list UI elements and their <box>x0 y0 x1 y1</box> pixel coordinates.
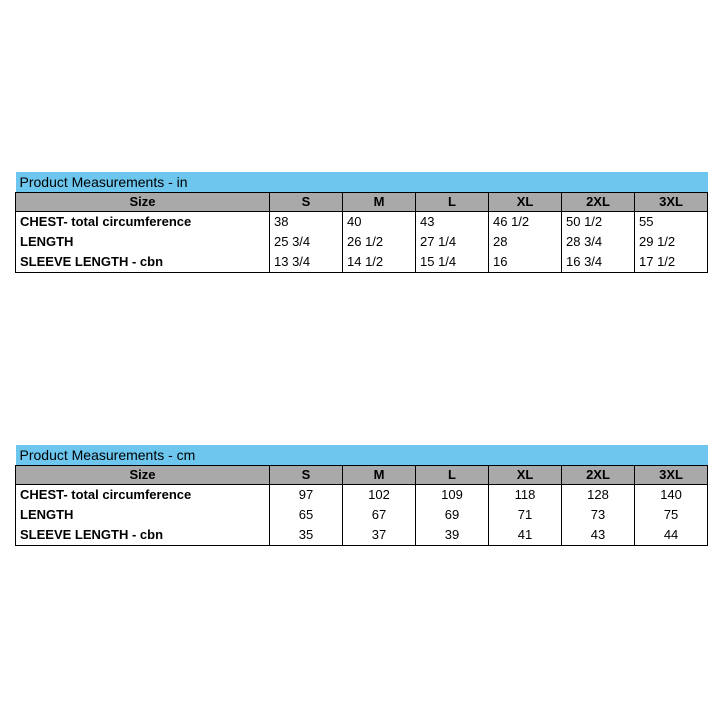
table-title: Product Measurements - cm <box>16 445 708 466</box>
header-size-3xl: 3XL <box>635 193 708 212</box>
cell-value: 102 <box>343 485 416 506</box>
table-title: Product Measurements - in <box>16 172 708 193</box>
cell-value: 28 3/4 <box>562 232 635 252</box>
cell-value: 25 3/4 <box>270 232 343 252</box>
cell-value: 35 <box>270 525 343 546</box>
cell-value: 67 <box>343 505 416 525</box>
header-size-xl: XL <box>489 466 562 485</box>
header-size-l: L <box>416 193 489 212</box>
header-size-2xl: 2XL <box>562 193 635 212</box>
cell-value: 69 <box>416 505 489 525</box>
cell-value: 27 1/4 <box>416 232 489 252</box>
cell-value: 37 <box>343 525 416 546</box>
cell-value: 16 <box>489 252 562 273</box>
cell-value: 39 <box>416 525 489 546</box>
header-size-3xl: 3XL <box>635 466 708 485</box>
cell-value: 15 1/4 <box>416 252 489 273</box>
cell-value: 43 <box>562 525 635 546</box>
row-label: CHEST- total circumference <box>16 485 270 506</box>
table-row-sleeve-length <box>16 252 708 273</box>
row-label: LENGTH <box>16 232 270 252</box>
header-row <box>16 466 708 485</box>
cell-value: 29 1/2 <box>635 232 708 252</box>
header-size-2xl: 2XL <box>562 466 635 485</box>
cell-value: 128 <box>562 485 635 506</box>
cell-value: 65 <box>270 505 343 525</box>
table-title-row <box>16 172 708 193</box>
table-title-row <box>16 445 708 466</box>
cell-value: 109 <box>416 485 489 506</box>
cell-value: 50 1/2 <box>562 212 635 233</box>
cell-value: 38 <box>270 212 343 233</box>
table-row-sleeve-length <box>16 525 708 546</box>
cell-value: 46 1/2 <box>489 212 562 233</box>
header-size-l: L <box>416 466 489 485</box>
measurements-table-in <box>15 172 708 273</box>
table-row-chest <box>16 212 708 233</box>
row-label: SLEEVE LENGTH - cbn <box>16 252 270 273</box>
header-row <box>16 193 708 212</box>
table-row-length <box>16 505 708 525</box>
cell-value: 71 <box>489 505 562 525</box>
header-size-s: S <box>270 466 343 485</box>
cell-value: 14 1/2 <box>343 252 416 273</box>
cell-value: 118 <box>489 485 562 506</box>
cell-value: 26 1/2 <box>343 232 416 252</box>
row-label: CHEST- total circumference <box>16 212 270 233</box>
cell-value: 17 1/2 <box>635 252 708 273</box>
cell-value: 43 <box>416 212 489 233</box>
header-size-m: M <box>343 193 416 212</box>
cell-value: 140 <box>635 485 708 506</box>
cell-value: 13 3/4 <box>270 252 343 273</box>
cell-value: 41 <box>489 525 562 546</box>
header-size-xl: XL <box>489 193 562 212</box>
cell-value: 73 <box>562 505 635 525</box>
cell-value: 16 3/4 <box>562 252 635 273</box>
table-row-chest <box>16 485 708 506</box>
cell-value: 44 <box>635 525 708 546</box>
measurements-table-cm <box>15 445 708 546</box>
cell-value: 40 <box>343 212 416 233</box>
header-size-label: Size <box>16 466 270 485</box>
cell-value: 97 <box>270 485 343 506</box>
header-size-s: S <box>270 193 343 212</box>
header-size-m: M <box>343 466 416 485</box>
cell-value: 55 <box>635 212 708 233</box>
cell-value: 28 <box>489 232 562 252</box>
row-label: LENGTH <box>16 505 270 525</box>
row-label: SLEEVE LENGTH - cbn <box>16 525 270 546</box>
header-size-label: Size <box>16 193 270 212</box>
cell-value: 75 <box>635 505 708 525</box>
table-row-length <box>16 232 708 252</box>
